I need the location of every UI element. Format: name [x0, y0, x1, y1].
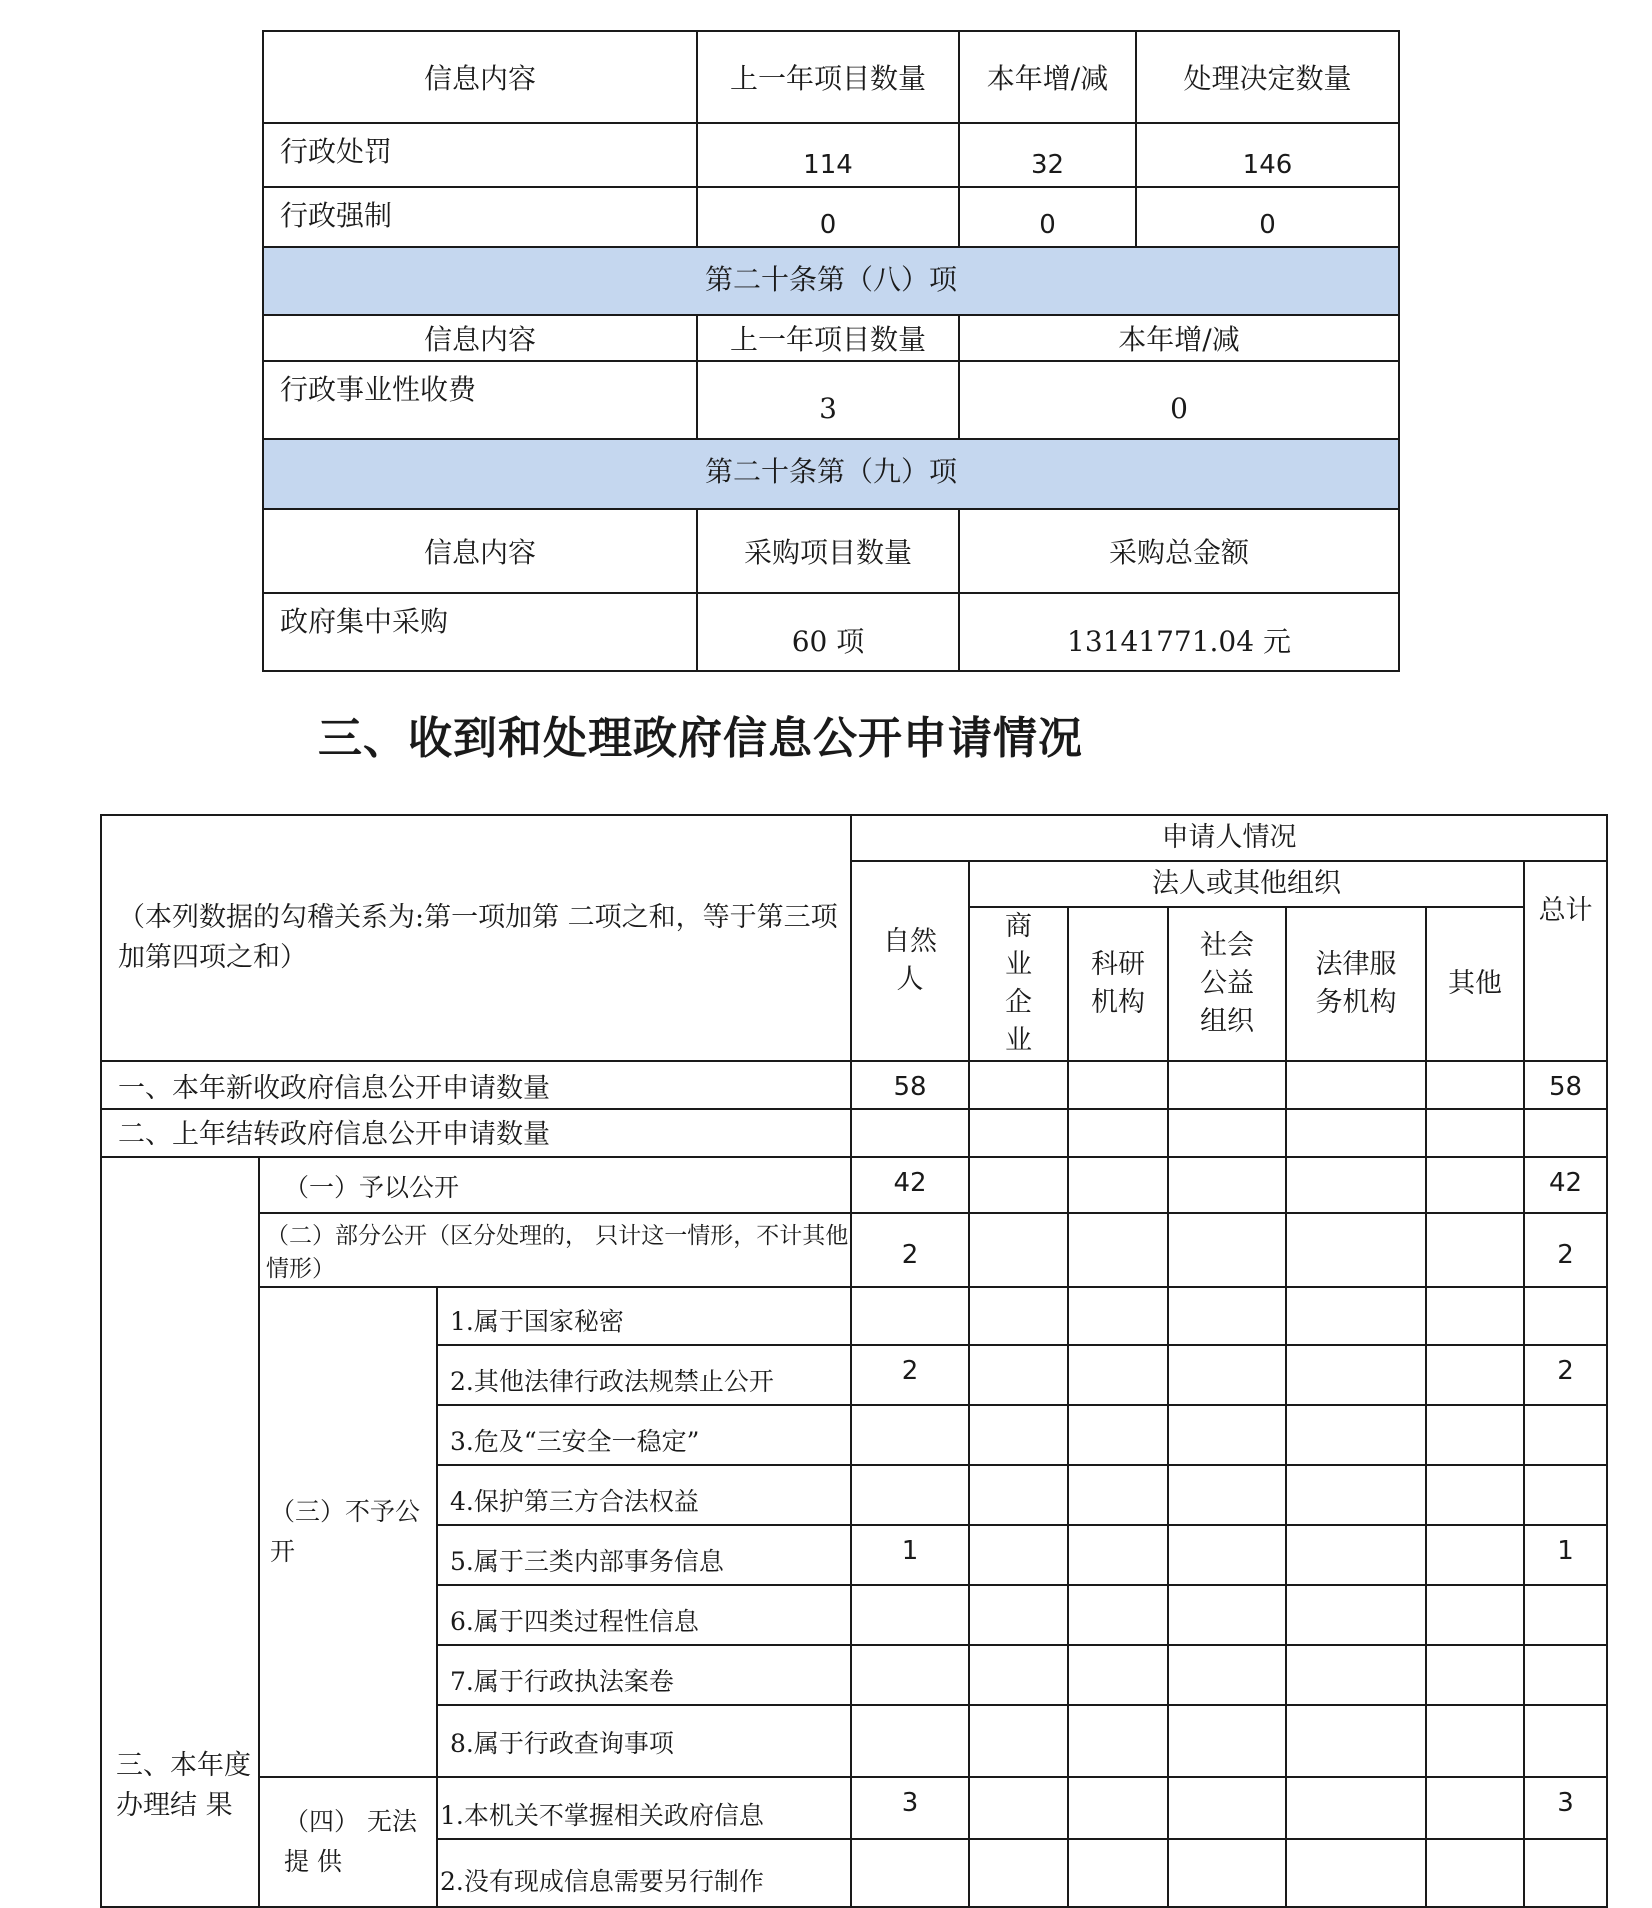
- section8-header-prev: 上一年项目数量: [697, 315, 959, 361]
- applicant-header: 申请人情况: [851, 815, 1607, 861]
- change-count: 32: [959, 123, 1136, 187]
- total-count: [1524, 1465, 1607, 1525]
- section9-header-amount: 采购总金额: [959, 509, 1399, 593]
- natural-count: [851, 1705, 969, 1777]
- natural-count: [851, 1465, 969, 1525]
- legal-type-commercial: 商业企业: [969, 907, 1068, 1061]
- not-disclosed-label: （三）不予公开: [259, 1287, 437, 1777]
- table1-header-info: 信息内容: [263, 31, 697, 123]
- change-count: 0: [959, 361, 1399, 439]
- natural-count: 2: [851, 1345, 969, 1405]
- application-stats-table: [100, 814, 1608, 1908]
- total-count: [1524, 1287, 1607, 1345]
- legal-type-research: 科研机构: [1068, 907, 1168, 1061]
- disclosure-stats-table: [262, 30, 1400, 672]
- section9-header-info: 信息内容: [263, 509, 697, 593]
- section9-header-count: 采购项目数量: [697, 509, 959, 593]
- row-label: 6.属于四类过程性信息: [437, 1585, 851, 1645]
- total-count: [1524, 1705, 1607, 1777]
- section8-header-info: 信息内容: [263, 315, 697, 361]
- table1-header-prev: 上一年项目数量: [697, 31, 959, 123]
- total-count: [1524, 1839, 1607, 1907]
- results-label: 三、本年度办理结 果: [101, 1157, 259, 1907]
- total-count: [1524, 1645, 1607, 1705]
- natural-count: [851, 1109, 969, 1157]
- table2-note: （本列数据的勾稽关系为:第一项加第 二项之和，等于第三项加第四项之和）: [101, 815, 851, 1061]
- natural-count: 2: [851, 1213, 969, 1287]
- section8-header-change: 本年增/减: [959, 315, 1399, 361]
- row-label: 7.属于行政执法案卷: [437, 1645, 851, 1705]
- table-row: [101, 1157, 1607, 1213]
- table-row: [101, 1213, 1607, 1287]
- decision-count: 0: [1136, 187, 1399, 247]
- total-count: [1524, 1585, 1607, 1645]
- row-label: 行政事业性收费: [263, 361, 697, 439]
- prev-count: 3: [697, 361, 959, 439]
- natural-count: 42: [851, 1157, 969, 1213]
- natural-count: [851, 1645, 969, 1705]
- table-row: [101, 1777, 1607, 1839]
- row-label: 3.危及“三安全一稳定”: [437, 1405, 851, 1465]
- row-label: 8.属于行政查询事项: [437, 1705, 851, 1777]
- legal-type-other: 其他: [1426, 907, 1524, 1061]
- natural-count: [851, 1839, 969, 1907]
- natural-count: [851, 1585, 969, 1645]
- natural-count: 3: [851, 1777, 969, 1839]
- row-label: 政府集中采购: [263, 593, 697, 671]
- table2-header-row-1: [101, 815, 1607, 861]
- table-row: [101, 1109, 1607, 1157]
- table-row: [263, 361, 1399, 439]
- total-count: 2: [1524, 1213, 1607, 1287]
- section9-title: 第二十条第（九）项: [263, 439, 1399, 509]
- natural-person-header: 自然人: [851, 861, 969, 1061]
- table-row: [101, 1061, 1607, 1109]
- total-count: [1524, 1405, 1607, 1465]
- table-row: [263, 593, 1399, 671]
- section9-header-row: [263, 509, 1399, 593]
- section8-band: [263, 247, 1399, 315]
- decision-count: 146: [1136, 123, 1399, 187]
- natural-count: 58: [851, 1061, 969, 1109]
- total-count: 3: [1524, 1777, 1607, 1839]
- section-heading: 三、收到和处理政府信息公开申请情况: [318, 713, 1083, 764]
- table1-header-row: [263, 31, 1399, 123]
- total-count: [1524, 1109, 1607, 1157]
- total-count: 58: [1524, 1061, 1607, 1109]
- total-count: 1: [1524, 1525, 1607, 1585]
- row-label: 二、上年结转政府信息公开申请数量: [101, 1109, 851, 1157]
- cannot-provide-label: （四） 无法提 供: [259, 1777, 437, 1907]
- row-label: 1.本机关不掌握相关政府信息: [437, 1777, 851, 1839]
- table-row: [263, 123, 1399, 187]
- legal-person-header: 法人或其他组织: [969, 861, 1524, 907]
- natural-count: 1: [851, 1525, 969, 1585]
- row-label: 2.其他法律行政法规禁止公开: [437, 1345, 851, 1405]
- section9-band: [263, 439, 1399, 509]
- table-row: [263, 187, 1399, 247]
- row-label: 行政强制: [263, 187, 697, 247]
- section8-header-row: [263, 315, 1399, 361]
- row-label: （二）部分公开（区分处理的， 只计这一情形，不计其他情形）: [259, 1213, 851, 1287]
- section8-title: 第二十条第（八）项: [263, 247, 1399, 315]
- total-count: 42: [1524, 1157, 1607, 1213]
- legal-type-public-welfare: 社会公益组织: [1168, 907, 1286, 1061]
- row-label: 行政处罚: [263, 123, 697, 187]
- row-label: 2.没有现成信息需要另行制作: [437, 1839, 851, 1907]
- row-label: 1.属于国家秘密: [437, 1287, 851, 1345]
- prev-count: 114: [697, 123, 959, 187]
- natural-count: [851, 1287, 969, 1345]
- procurement-amount: 13141771.04 元: [959, 593, 1399, 671]
- natural-count: [851, 1405, 969, 1465]
- total-header: 总计: [1524, 861, 1607, 1061]
- table-row: [101, 1287, 1607, 1345]
- change-count: 0: [959, 187, 1136, 247]
- procurement-count: 60 项: [697, 593, 959, 671]
- table1-header-change: 本年增/减: [959, 31, 1136, 123]
- row-label: 5.属于三类内部事务信息: [437, 1525, 851, 1585]
- total-count: 2: [1524, 1345, 1607, 1405]
- table1-header-decisions: 处理决定数量: [1136, 31, 1399, 123]
- row-label: 4.保护第三方合法权益: [437, 1465, 851, 1525]
- prev-count: 0: [697, 187, 959, 247]
- row-label: （一）予以公开: [259, 1157, 851, 1213]
- row-label: 一、本年新收政府信息公开申请数量: [101, 1061, 851, 1109]
- legal-type-legal-service: 法律服务机构: [1286, 907, 1426, 1061]
